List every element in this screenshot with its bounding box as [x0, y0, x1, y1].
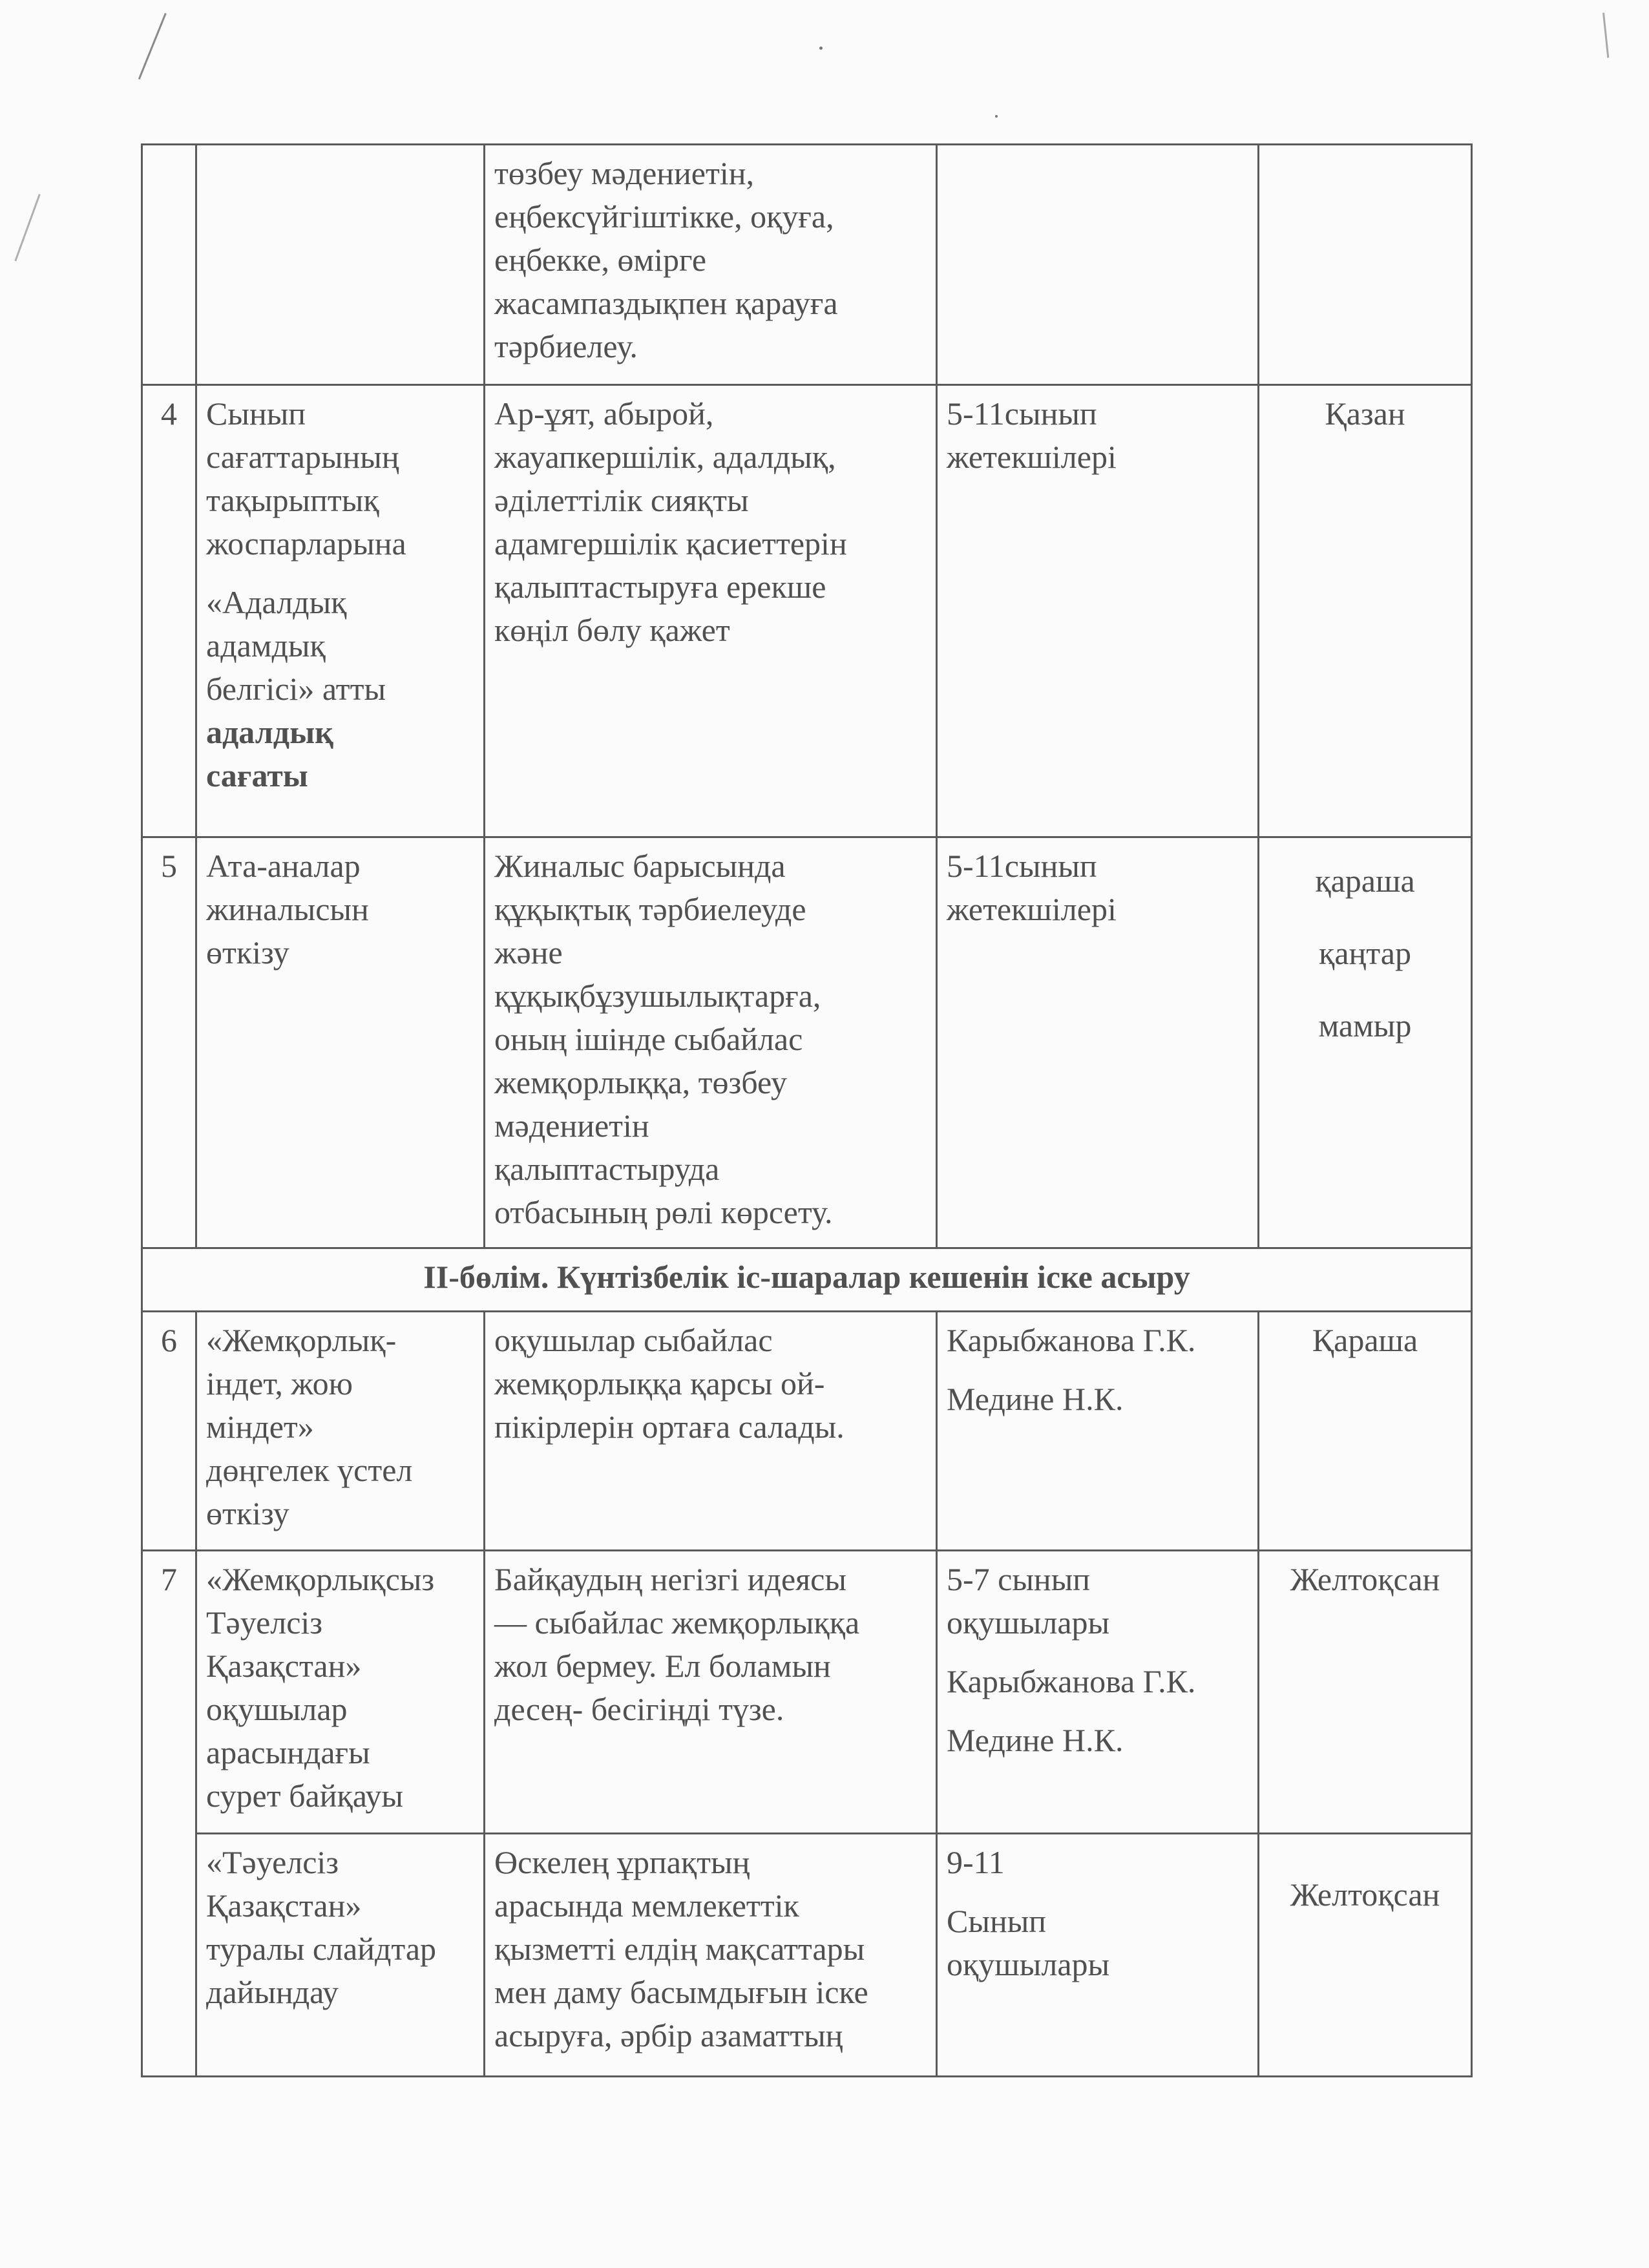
title-line: арасындағы: [206, 1734, 370, 1770]
table-row: [142, 1834, 1472, 2077]
responsible-line: Карыбжанова Г.К.: [947, 1322, 1196, 1358]
content-line: мен даму басымдығын іске: [494, 1974, 868, 2010]
content-line: Жиналыс барысында: [494, 848, 786, 884]
section-title: ІІ-бөлім. Күнтізбелік іс-шаралар кешенін іске асыру: [142, 1248, 1472, 1312]
date-cell: [1259, 145, 1472, 385]
content-line: жемқорлыққа, төзбеу: [494, 1064, 788, 1100]
responsible-cell: [937, 145, 1259, 385]
event-title-cell: [196, 1551, 485, 1834]
title-line: індет, жою: [206, 1365, 353, 1402]
plan-table: [141, 143, 1473, 2077]
scan-artifact-line: [138, 13, 167, 79]
title-line: сурет байқауы: [206, 1778, 404, 1814]
content-line: әділеттілік сияқты: [494, 482, 749, 518]
content-line: жауапкершілік, адалдық,: [494, 439, 836, 475]
date-cell: Желтоқсан: [1259, 1551, 1472, 1834]
title-line: оқушылар: [206, 1691, 348, 1727]
content-line: жемқорлыққа қарсы ой-: [494, 1365, 825, 1402]
row-number: 6: [142, 1312, 196, 1551]
table-row: [142, 1551, 1472, 1834]
content-line: арасында мемлекеттік: [494, 1887, 799, 1924]
scan-speck: [995, 115, 998, 118]
title-line: Қазақстан»: [206, 1887, 362, 1924]
responsible-line: Сынып: [947, 1903, 1047, 1939]
table-row: [142, 837, 1472, 1248]
responsible-line: жетекшілері: [947, 439, 1117, 475]
event-title-cell: [196, 385, 485, 837]
title-line: «Тәуелсіз: [206, 1844, 339, 1880]
responsible-line: Медине Н.К.: [947, 1381, 1124, 1417]
title-line: өткізу: [206, 1495, 289, 1531]
event-content-cell: [485, 837, 937, 1248]
content-line: жол бермеу. Ел боламын: [494, 1648, 831, 1684]
content-line: пікірлерін ортаға салады.: [494, 1409, 845, 1445]
responsible-line: 5-11сынып: [947, 848, 1097, 884]
responsible-line: оқушылары: [947, 1604, 1110, 1641]
table-row: [142, 145, 1472, 385]
title-line: өткізу: [206, 934, 289, 971]
title-line: сағаттарының: [206, 439, 399, 475]
title-line: адамдық: [206, 627, 326, 664]
table-row: [142, 385, 1472, 837]
title-line: белгісі» атты: [206, 671, 386, 707]
date-line: мамыр: [1318, 1007, 1412, 1044]
content-line: адамгершілік қасиеттерін: [494, 525, 847, 562]
date-cell: Желтоқсан: [1259, 1834, 1472, 2077]
event-title-cell: [196, 1834, 485, 2077]
responsible-cell: [937, 385, 1259, 837]
scan-artifact-line: [1602, 13, 1609, 58]
event-title-cell: [196, 145, 485, 385]
title-line: «Жемқорлықсыз: [206, 1561, 435, 1597]
row-number: 5: [142, 837, 196, 1248]
title-line: Тәуелсіз: [206, 1604, 323, 1641]
event-title-cell: [196, 837, 485, 1248]
title-line: «Жемқорлық-: [206, 1322, 397, 1358]
responsible-line: 5-11сынып: [947, 395, 1097, 432]
responsible-cell: [937, 1834, 1259, 2077]
content-line: еңбексүйгіштікке, оқуға,: [494, 198, 834, 235]
content-line: Өскелең ұрпақтың: [494, 1844, 750, 1880]
content-line: мәдениетін: [494, 1108, 649, 1144]
content-line: оның ішінде сыбайлас: [494, 1021, 803, 1057]
event-content-cell: [485, 145, 937, 385]
content-line: оқушылар сыбайлас: [494, 1322, 773, 1358]
event-title-cell: [196, 1312, 485, 1551]
content-line: қалыптастыруда: [494, 1151, 720, 1187]
event-content-cell: [485, 1834, 937, 2077]
responsible-cell: [937, 1551, 1259, 1834]
responsible-line: 5-7 сынып: [947, 1561, 1091, 1597]
row-number: 7: [142, 1551, 196, 2077]
date-cell: Қараша: [1259, 1312, 1472, 1551]
title-line: дөңгелек үстел: [206, 1452, 413, 1488]
content-line: десең- бесігіңді түзе.: [494, 1691, 784, 1727]
content-line: төзбеу мәдениетін,: [494, 155, 755, 191]
content-line: Ар-ұят, абырой,: [494, 395, 714, 432]
content-line: — сыбайлас жемқорлыққа: [494, 1604, 860, 1641]
title-line: Сынып: [206, 395, 306, 432]
row-number: 4: [142, 385, 196, 837]
scan-artifact-line: [14, 194, 40, 261]
title-line: міндет»: [206, 1409, 314, 1445]
content-line: тәрбиелеу.: [494, 328, 638, 364]
title-line-bold: адалдық: [206, 714, 333, 750]
title-line: жиналысын: [206, 891, 369, 927]
content-line: отбасының рөлі көрсету.: [494, 1194, 833, 1230]
table-row: [142, 1312, 1472, 1551]
responsible-line: жетекшілері: [947, 891, 1117, 927]
title-line: Қазақстан»: [206, 1648, 362, 1684]
responsible-cell: [937, 1312, 1259, 1551]
scan-speck: [819, 47, 823, 50]
date-line: қаңтар: [1319, 935, 1411, 971]
responsible-line: Карыбжанова Г.К.: [947, 1663, 1196, 1699]
content-line: құқықтық тәрбиелеуде: [494, 891, 806, 927]
responsible-line: оқушылары: [947, 1946, 1110, 1982]
section-row: [142, 1248, 1472, 1312]
title-line: туралы слайдтар: [206, 1931, 437, 1967]
title-line: «Адалдық: [206, 584, 347, 620]
date-cell: Қазан: [1259, 385, 1472, 837]
content-line: қызметті елдің мақсаттары: [494, 1931, 865, 1967]
content-line: еңбекке, өмірге: [494, 242, 707, 278]
title-line: тақырыптық: [206, 482, 379, 518]
date-cell: [1259, 837, 1472, 1248]
content-line: асыруға, әрбір азаматтың: [494, 2017, 843, 2053]
responsible-cell: [937, 837, 1259, 1248]
event-content-cell: [485, 1312, 937, 1551]
responsible-line: 9-11: [947, 1844, 1005, 1880]
title-line-bold: сағаты: [206, 757, 308, 793]
date-line: қараша: [1315, 863, 1415, 899]
title-line: дайындау: [206, 1974, 339, 2010]
title-line: жоспарларына: [206, 525, 406, 562]
content-line: және: [494, 934, 563, 971]
event-content-cell: [485, 1551, 937, 1834]
event-content-cell: [485, 385, 937, 837]
content-line: жасампаздықпен қарауға: [494, 285, 838, 321]
responsible-line: Медине Н.К.: [947, 1722, 1124, 1758]
row-number: [142, 145, 196, 385]
content-line: қалыптастыруға ерекше: [494, 569, 826, 605]
title-line: Ата-аналар: [206, 848, 361, 884]
content-line: құқықбұзушылықтарға,: [494, 978, 821, 1014]
content-line: көңіл бөлу қажет: [494, 612, 730, 648]
content-line: Байқаудың негізгі идеясы: [494, 1561, 846, 1597]
